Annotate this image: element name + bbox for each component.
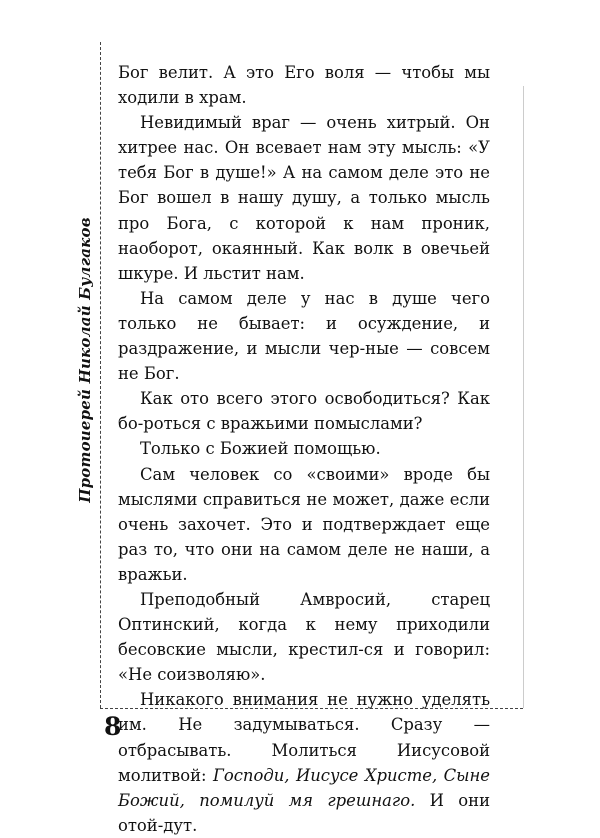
final-sentence: И они отой-дут. bbox=[118, 790, 490, 835]
paragraph: Преподобный Амвросий, старец Оптинский, когда к нему приходили бесовские мысли, крестил-ся и говорил: «Не соизволяю». bbox=[118, 589, 490, 685]
paragraph: Как ото всего этого освободиться? Как бо-роться с вражьими помыслами? bbox=[118, 389, 490, 434]
running-header bbox=[72, 40, 98, 680]
page-number: 8 bbox=[104, 712, 122, 741]
frame-rule-left bbox=[100, 42, 102, 708]
body-text bbox=[118, 60, 490, 838]
paragraph: На самом деле у нас в душе чего только не бывает: и осуждение, и раздражение, и мысли чер-ные — совсем не Бог. bbox=[118, 288, 490, 384]
paragraph: Невидимый враг — очень хитрый. Он хитрее нас. Он всевает нам эту мысль: «У тебя Бог в душе!» А на самом деле это не Бог вошел в нашу душу, а только мысль про Бога, с которой к нам проник, наоборот, окаянный. Как волк в овечьей шкуре. И льстит нам. bbox=[118, 113, 490, 283]
paragraph: Только с Божией помощью. bbox=[140, 439, 381, 459]
prayer-text: Господи, Иисусе Христе, Сыне Божий, помилуй мя грешнаго. bbox=[118, 765, 490, 810]
paragraph: Сам человек со «своими» вроде бы мыслями справиться не может, даже если очень захочет. Это и подтверждает еще раз то, что они на самом деле не наши, а вражьи. bbox=[118, 464, 490, 584]
running-header-text: Протоиерей Николай Булгаков bbox=[76, 217, 95, 503]
paragraph: Бог велит. А это Его воля — чтобы мы ходили в храм. bbox=[118, 63, 490, 108]
frame-rule-right bbox=[523, 86, 524, 708]
paragraph-with-prayer bbox=[118, 687, 490, 838]
paragraph-lead: Никакого внимания не нужно уделять им. Не задумываться. Сразу — отбрасывать. Молиться Иисусовой молитвой: bbox=[118, 690, 490, 785]
